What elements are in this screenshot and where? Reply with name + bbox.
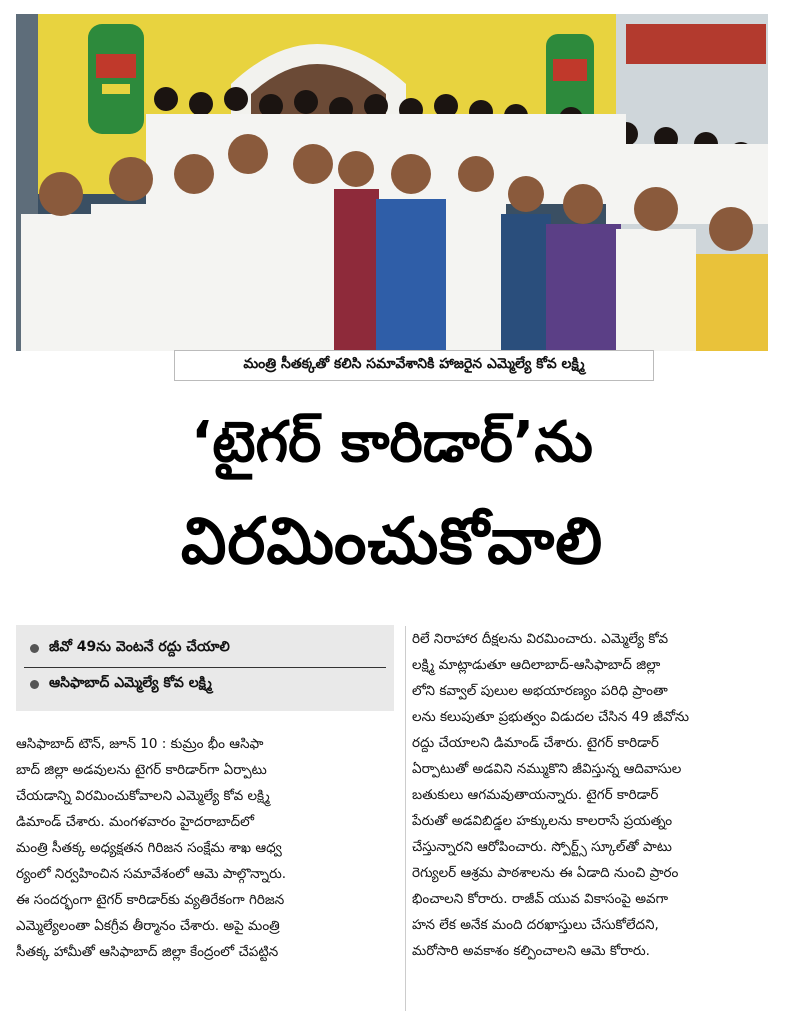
column-divider xyxy=(405,626,406,1011)
subheading-2-text: ఆసిఫాబాద్ ఎమ్మెల్యే కోవ లక్ష్మి xyxy=(49,675,212,691)
headline-line-2: విరమించుకోవాలి xyxy=(180,505,604,579)
article-line: ర్యంలో నిర్వహించిన సమావేశంలో ఆమె పాల్గొన్నారు. xyxy=(16,866,287,882)
group-photo-illustration xyxy=(16,14,768,351)
article-line: సీతక్క హామీతో ఆసిఫాబాద్ జిల్లా కేంద్రంలో చేపట్టిన xyxy=(16,944,279,960)
article-column-right xyxy=(412,626,782,964)
article-line: బాద్ జిల్లా అడవులను టైగర్ కారిడార్‌గా ఏర్పాటు xyxy=(16,762,267,778)
article-line: ఎమ్మెల్యేలంతా ఏకగ్రీవ తీర్మానం చేశారు. అపై మంత్రి xyxy=(16,918,280,934)
article-line: చేస్తున్నారని ఆరోపించారు. స్పోర్ట్స్ స్కూల్‌తో పాటు xyxy=(412,839,672,855)
article-line: హన లేక అనేక మంది దరఖాస్తులు చేసుకోలేదని, xyxy=(412,917,659,933)
subheading-1-text: జీవో 49ను వెంటనే రద్దు చేయాలి xyxy=(49,639,230,655)
subheading-2 xyxy=(30,675,212,694)
article-line: చేయడాన్ని విరమించుకోవాలని ఎమ్మెల్యే కోవ లక్ష్మి xyxy=(16,788,270,804)
article-line: భించాలని కోరారు. రాజీవ్ యువ వికాసంపై అవగా xyxy=(412,891,669,907)
subheadings-box xyxy=(16,625,394,711)
article-line: డిమాండ్ చేశారు. మంగళవారం హైదరాబాద్‌లో xyxy=(16,814,255,830)
group-photo xyxy=(16,14,768,351)
bullet-icon xyxy=(30,644,39,653)
article-line: మంత్రి సీతక్క అధ్యక్షతన గిరిజన సంక్షేమ శాఖ ఆధ్వ xyxy=(16,840,282,856)
article-line: ఏర్పాటుతో అడవిని నమ్ముకొని జీవిస్తున్న ఆదివాసుల xyxy=(412,761,682,777)
article-line: ఈ సందర్భంగా టైగర్ కారిడార్‌కు వ్యతిరేకంగా గిరిజన xyxy=(16,892,285,908)
subheading-divider xyxy=(24,667,386,668)
article-line: ఆసిఫాబాద్ టౌన్, జూన్ 10 : కుమ్రం భీం ఆసిఫా xyxy=(16,736,264,752)
photo-caption: మంత్రి సీతక్కతో కలిసి సమావేశానికి హాజరైన ఎమ్మెల్యే కోవ లక్ష్మి xyxy=(174,350,654,381)
bullet-icon xyxy=(30,680,39,689)
article-line: రిలే నిరాహార దీక్షలను విరమించారు. ఎమ్మెల్యే కోవ xyxy=(412,631,669,647)
article-line: బతుకులు ఆగమవుతాయన్నారు. టైగర్ కారిడార్ xyxy=(412,787,659,803)
article-line: రద్దు చేయాలని డిమాండ్ చేశారు. టైగర్ కారిడార్ xyxy=(412,735,659,751)
article-line: మరోసారి అవకాశం కల్పించాలని ఆమె కోరారు. xyxy=(412,943,650,959)
subheading-1 xyxy=(30,639,230,658)
article-line: లను కలుపుతూ ప్రభుత్వం విడుదల చేసిన 49 జీవోను xyxy=(412,709,689,725)
article-line: పేరుతో అడవిబిడ్డల హక్కులను కాలరాసే ప్రయత్నం xyxy=(412,813,673,829)
article-line: రెగ్యులర్ ఆశ్రమ పాఠశాలను ఈ ఏడాది నుంచి ప్రారం xyxy=(412,865,679,881)
headline-line-1: ‘టైగర్ కారిడార్’ను xyxy=(191,410,593,475)
article-line: లోని కవ్వాల్ పులుల అభయారణ్యం పరిధి ప్రాంతా xyxy=(412,683,668,699)
article-column-left xyxy=(16,731,398,965)
article-line: లక్ష్మి మాట్లాడుతూ ఆదిలాబాద్-ఆసిఫాబాద్ జిల్లా xyxy=(412,657,661,673)
photo-caption-band xyxy=(16,349,768,381)
